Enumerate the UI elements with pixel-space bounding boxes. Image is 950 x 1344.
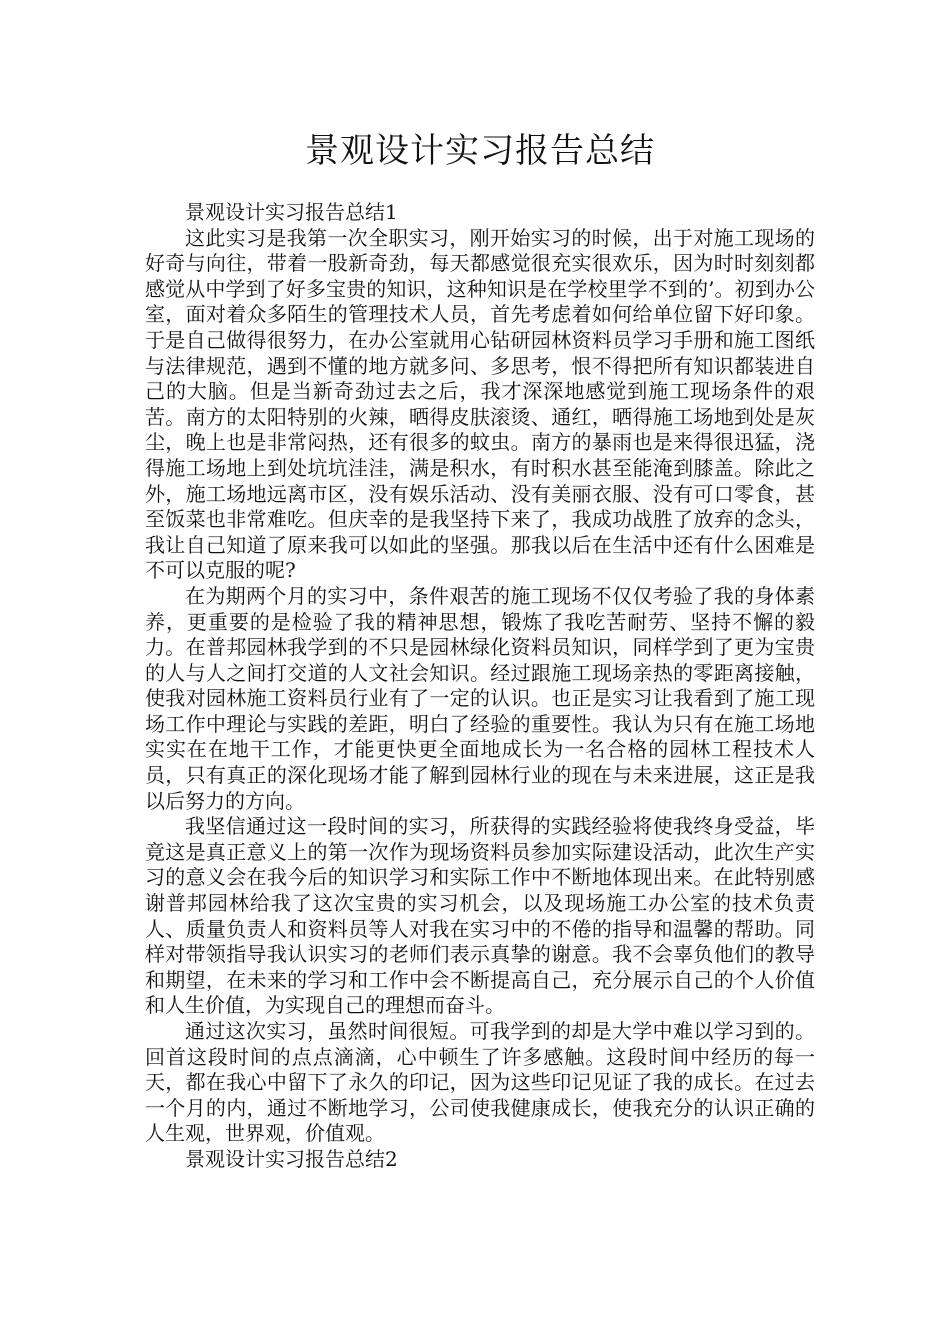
paragraph-3: 我坚信通过这一段时间的实习，所获得的实践经验将使我终身受益，毕竟这是真正意义上的第一次作为现场资料员参加实际建设活动，此次生产实习的意义会在我今后的知识学习和实际工作中不断地体现出来。在此特别感谢普邦园林给我了这次宝贵的实习机会，以及现场施工办公室的技术负责人、质量负责人和资料员等人对我在实习中的不倦的指导和温馨的帮助。同样对带领指导我认识实习的老师们表示真挚的谢意。我不会辜负他们的教导和期望，在未来的学习和工作中会不断提高自己，充分展示自己的个人价值和人生价值，为实现自己的理想而奋斗。 [145, 814, 815, 1018]
section-heading-2: 景观设计实习报告总结2 [185, 1146, 398, 1171]
paragraph-2: 在为期两个月的实习中，条件艰苦的施工现场不仅仅考验了我的身体素养，更重要的是检验了我的精神思想，锻炼了我吃苦耐劳、坚持不懈的毅力。在普邦园林我学到的不只是园林绿化资料员知识，同样学到了更为宝贵的人与人之间打交道的人文社会知识。经过跟施工现场亲热的零距离接触，使我对园林施工资料员行业有了一定的认识。也正是实习让我看到了施工现场工作中理论与实践的差距，明白了经验的重要性。我认为只有在施工场地实实在在地干工作，才能更快更全面地成长为一名合格的园林工程技术人员，只有真正的深化现场才能了解到园林行业的现在与未来进展，这正是我以后努力的方向。 [145, 583, 815, 813]
document-page [145, 128, 815, 1173]
paragraph-1: 这此实习是我第一次全职实习，刚开始实习的时候，出于对施工现场的好奇与向往，带着一股新奇劲，每天都感觉很充实很欢乐，因为时时刻刻都感觉从中学到了好多宝贵的知识，这种知识是在学校里学不到的’。初到办公室，面对着众多陌生的管理技术人员，首先考虑着如何给单位留下好印象。于是自己做得很努力，在办公室就用心钻研园林资料员学习手册和施工图纸与法律规范，遇到不懂的地方就多问、多思考，恨不得把所有知识都装进自己的大脑。但是当新奇劲过去之后，我才深深地感觉到施工现场条件的艰苦。南方的太阳特别的火辣，晒得皮肤滚烫、通红，晒得施工场地到处是灰尘，晚上也是非常闷热，还有很多的蚊虫。南方的暴雨也是来得很迅猛，浇得施工场地上到处坑坑洼洼，满是积水，有时积水甚至能淹到膝盖。除此之外，施工场地远离市区，没有娱乐活动、没有美丽衣服、没有可口零食，甚至饭菜也非常难吃。但庆幸的是我坚持下来了，我成功战胜了放弃的念头，我让自己知道了原来我可以如此的坚强。那我以后在生活中还有什么困难是不可以克服的呢? [145, 225, 815, 583]
paragraph-4: 通过这次实习，虽然时间很短。可我学到的却是大学中难以学习到的。回首这段时间的点点滴滴，心中顿生了许多感触。这段时间中经历的每一天，都在我心中留下了永久的印记，因为这些印记见证了我的成长。在过去一个月的内，通过不断地学习，公司使我健康成长，使我充分的认识正确的人生观，世界观，价值观。 [145, 1019, 815, 1146]
document-title: 景观设计实习报告总结 [305, 131, 655, 171]
section-heading-1: 景观设计实习报告总结1 [185, 200, 398, 224]
